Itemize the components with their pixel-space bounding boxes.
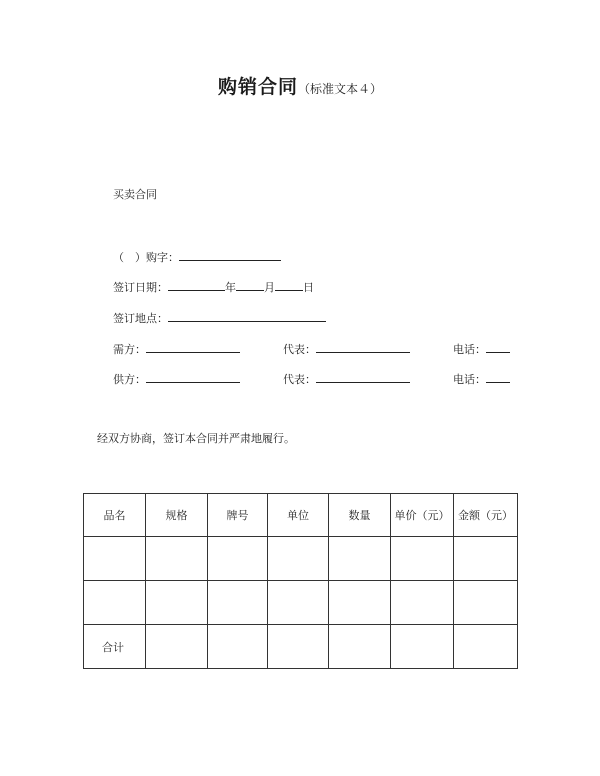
table-cell[interactable] [391,537,454,581]
header-product-name: 品名 [84,494,146,537]
total-label: 合计 [84,625,146,669]
agreement-text: 经双方协商，签订本合同并严肃地履行。 [97,432,295,445]
supply-party-label: 供方： [113,373,146,386]
month-blank [236,280,264,291]
year-label: 年 [225,281,236,294]
table-cell[interactable] [329,537,391,581]
day-label: 日 [303,281,314,294]
buyer-code-line [113,250,281,265]
document-title [0,76,600,100]
supply-rep-blank [316,372,410,383]
supply-phone-line [453,372,510,387]
table-cell[interactable] [84,581,146,625]
table-cell[interactable] [208,537,268,581]
table-total-row [84,625,518,669]
header-spec: 规格 [146,494,208,537]
sign-place-line [113,311,326,326]
sign-date-label: 签订日期： [113,281,168,294]
demand-rep-label: 代表： [283,343,316,356]
supply-phone-blank [486,372,510,383]
table-cell[interactable] [329,625,391,669]
demand-phone-line [453,342,510,357]
table-cell[interactable] [329,581,391,625]
supply-party-blank [146,372,240,383]
title-sub: （标准文本４） [298,82,383,96]
contract-subtitle: 买卖合同 [113,188,157,201]
goods-table [83,493,518,669]
table-cell[interactable] [208,581,268,625]
table-cell[interactable] [268,581,329,625]
header-unit: 单位 [268,494,329,537]
supply-rep-line [283,372,410,387]
table-cell[interactable] [454,625,518,669]
table-cell[interactable] [84,537,146,581]
day-blank [275,280,303,291]
table-cell[interactable] [146,537,208,581]
sign-date-line [113,280,314,295]
demand-rep-line [283,342,410,357]
table-cell[interactable] [391,581,454,625]
demand-party-line [113,342,240,357]
header-amount: 金额（元） [454,494,518,537]
supply-phone-label: 电话： [453,373,486,386]
demand-party-label: 需方： [113,343,146,356]
demand-party-blank [146,342,240,353]
sign-place-label: 签订地点： [113,312,168,325]
demand-rep-blank [316,342,410,353]
month-label: 月 [264,281,275,294]
demand-phone-label: 电话： [453,343,486,356]
sign-place-blank [168,311,326,322]
table-header-row [84,494,518,537]
header-brand: 牌号 [208,494,268,537]
title-main: 购销合同 [217,76,298,98]
table-cell[interactable] [454,581,518,625]
buyer-code-label: （ ）购字： [113,251,179,264]
supply-rep-label: 代表： [283,373,316,386]
demand-phone-blank [486,342,510,353]
table-cell[interactable] [391,625,454,669]
table-row [84,537,518,581]
buyer-code-blank [179,250,281,261]
supply-party-line [113,372,240,387]
table-cell[interactable] [146,581,208,625]
header-unit-price: 单价（元） [391,494,454,537]
table-row [84,581,518,625]
table-cell[interactable] [268,625,329,669]
table-cell[interactable] [208,625,268,669]
table-cell[interactable] [454,537,518,581]
year-blank [168,280,225,291]
table-cell[interactable] [268,537,329,581]
table-cell[interactable] [146,625,208,669]
header-quantity: 数量 [329,494,391,537]
